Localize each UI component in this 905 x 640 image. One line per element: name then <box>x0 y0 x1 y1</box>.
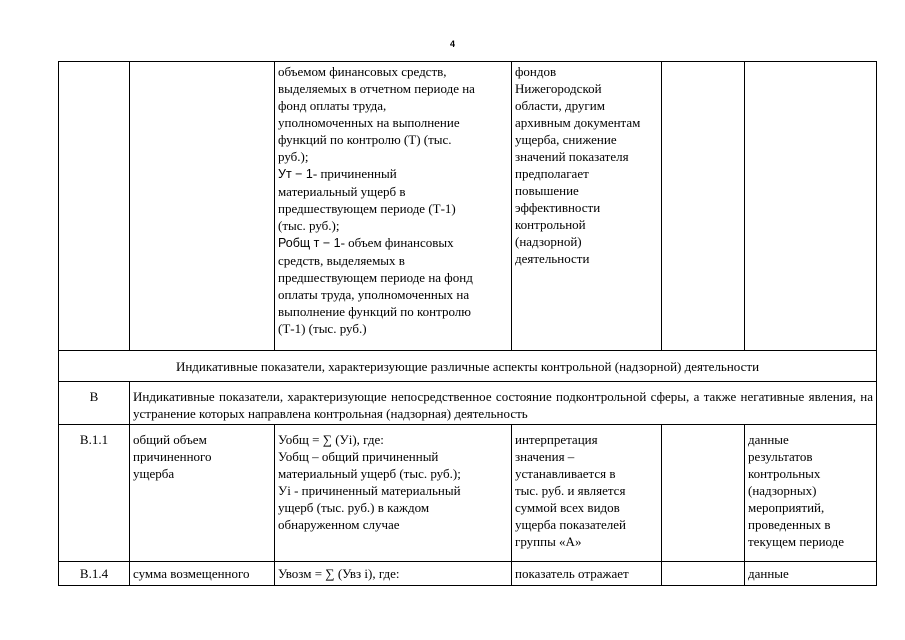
formula-line: обнаруженном случае <box>278 517 400 532</box>
cell-code: В.1.1 <box>59 425 130 562</box>
interpretation-line: деятельности <box>515 251 590 266</box>
cell-name <box>130 425 275 562</box>
formula-line: Уi - причиненный материальный <box>278 483 461 498</box>
cell-formula: Увозм = ∑ (Увз i), где: <box>275 562 512 586</box>
formula-head: Уобщ = ∑ (Уi), где: <box>278 432 384 447</box>
page-number: 4 <box>449 39 455 49</box>
formula-line: предшествующем периоде на фонд <box>278 270 473 285</box>
variable-ut-desc: - причиненный <box>312 166 397 181</box>
formula-line: (тыс. руб.); <box>278 218 340 233</box>
formula-line: материальный ущерб (тыс. руб.); <box>278 466 461 481</box>
interpretation-line: тыс. руб. и является <box>515 483 626 498</box>
cell-name: сумма возмещенного <box>130 562 275 586</box>
interpretation-line: области, другим <box>515 98 605 113</box>
interpretation-line: интерпретация <box>515 432 598 447</box>
interpretation-line: контрольной <box>515 217 586 232</box>
formula-line: фонд оплаты труда, <box>278 98 387 113</box>
cell-formula <box>275 425 512 562</box>
table-row-b <box>59 382 877 425</box>
table-row-section-header <box>59 351 877 382</box>
table-row-b14 <box>59 562 877 586</box>
table-row-continuation <box>59 62 877 351</box>
source-line: мероприятий, <box>748 500 825 515</box>
formula-line: выделяемых в отчетном периоде на <box>278 81 475 96</box>
formula-line: уполномоченных на выполнение <box>278 115 460 130</box>
cell-source <box>745 425 877 562</box>
name-line: причиненного <box>133 449 212 464</box>
formula-line: средств, выделяемых в <box>278 253 405 268</box>
formula-line: объемом финансовых средств, <box>278 64 447 79</box>
indicators-table <box>58 61 877 586</box>
variable-robsh-desc: - объем финансовых <box>340 235 454 250</box>
interpretation-line: ущерба, снижение <box>515 132 617 147</box>
source-line: (надзорных) <box>748 483 817 498</box>
interpretation-line: значений показателя <box>515 149 629 164</box>
variable-ut: Ут − 1 <box>278 167 313 181</box>
cell-empty-5 <box>662 62 745 351</box>
cell-interpretation <box>512 62 662 351</box>
interpretation-line: повышение <box>515 183 579 198</box>
interpretation-line: значения – <box>515 449 575 464</box>
interpretation-line: (надзорной) <box>515 234 582 249</box>
interpretation-line: предполагает <box>515 166 589 181</box>
table-row-b11 <box>59 425 877 562</box>
formula-line: выполнение функций по контролю <box>278 304 471 319</box>
formula-line: функций по контролю (Т) (тыс. <box>278 132 452 147</box>
cell-code-empty <box>59 62 130 351</box>
cell-code: В.1.4 <box>59 562 130 586</box>
cell-interpretation <box>512 425 662 562</box>
interpretation-line: устанавливается в <box>515 466 616 481</box>
formula-line: руб.); <box>278 149 309 164</box>
section-header: Индикативные показатели, характеризующие различные аспекты контрольной (надзорной) деятельности <box>59 351 877 382</box>
variable-robsh: Робщ т − 1 <box>278 236 341 250</box>
source-line: результатов <box>748 449 813 464</box>
cell-name-empty <box>130 62 275 351</box>
cell-interpretation: показатель отражает <box>512 562 662 586</box>
source-line: текущем периоде <box>748 534 845 549</box>
interpretation-line: фондов <box>515 64 557 79</box>
cell-empty-5 <box>662 425 745 562</box>
interpretation-line: Нижегородской <box>515 81 602 96</box>
interpretation-line: ущерба показателей <box>515 517 626 532</box>
cell-source: данные <box>745 562 877 586</box>
interpretation-line: эффективности <box>515 200 601 215</box>
cell-code: В <box>59 382 130 425</box>
cell-empty-5 <box>662 562 745 586</box>
formula-line: оплаты труда, уполномоченных на <box>278 287 470 302</box>
name-line: ущерба <box>133 466 175 481</box>
formula-line: материальный ущерб в <box>278 184 406 199</box>
interpretation-line: группы «А» <box>515 534 582 549</box>
interpretation-line: суммой всех видов <box>515 500 620 515</box>
formula-line: ущерб (тыс. руб.) в каждом <box>278 500 430 515</box>
name-line: общий объем <box>133 432 207 447</box>
source-line: проведенных в <box>748 517 831 532</box>
cell-formula <box>275 62 512 351</box>
cell-empty-6 <box>745 62 877 351</box>
source-line: данные <box>748 432 789 447</box>
formula-line: предшествующем периоде (Т-1) <box>278 201 456 216</box>
interpretation-line: архивным документам <box>515 115 641 130</box>
formula-line: (Т-1) (тыс. руб.) <box>278 321 367 336</box>
group-b-description: Индикативные показатели, характеризующие непосредственное состояние подконтрольной сферы, а также негативные явления, на устранение которых направлена контрольная (надзорная) деятельность <box>130 382 877 425</box>
formula-line: Уобщ – общий причиненный <box>278 449 439 464</box>
source-line: контрольных <box>748 466 821 481</box>
